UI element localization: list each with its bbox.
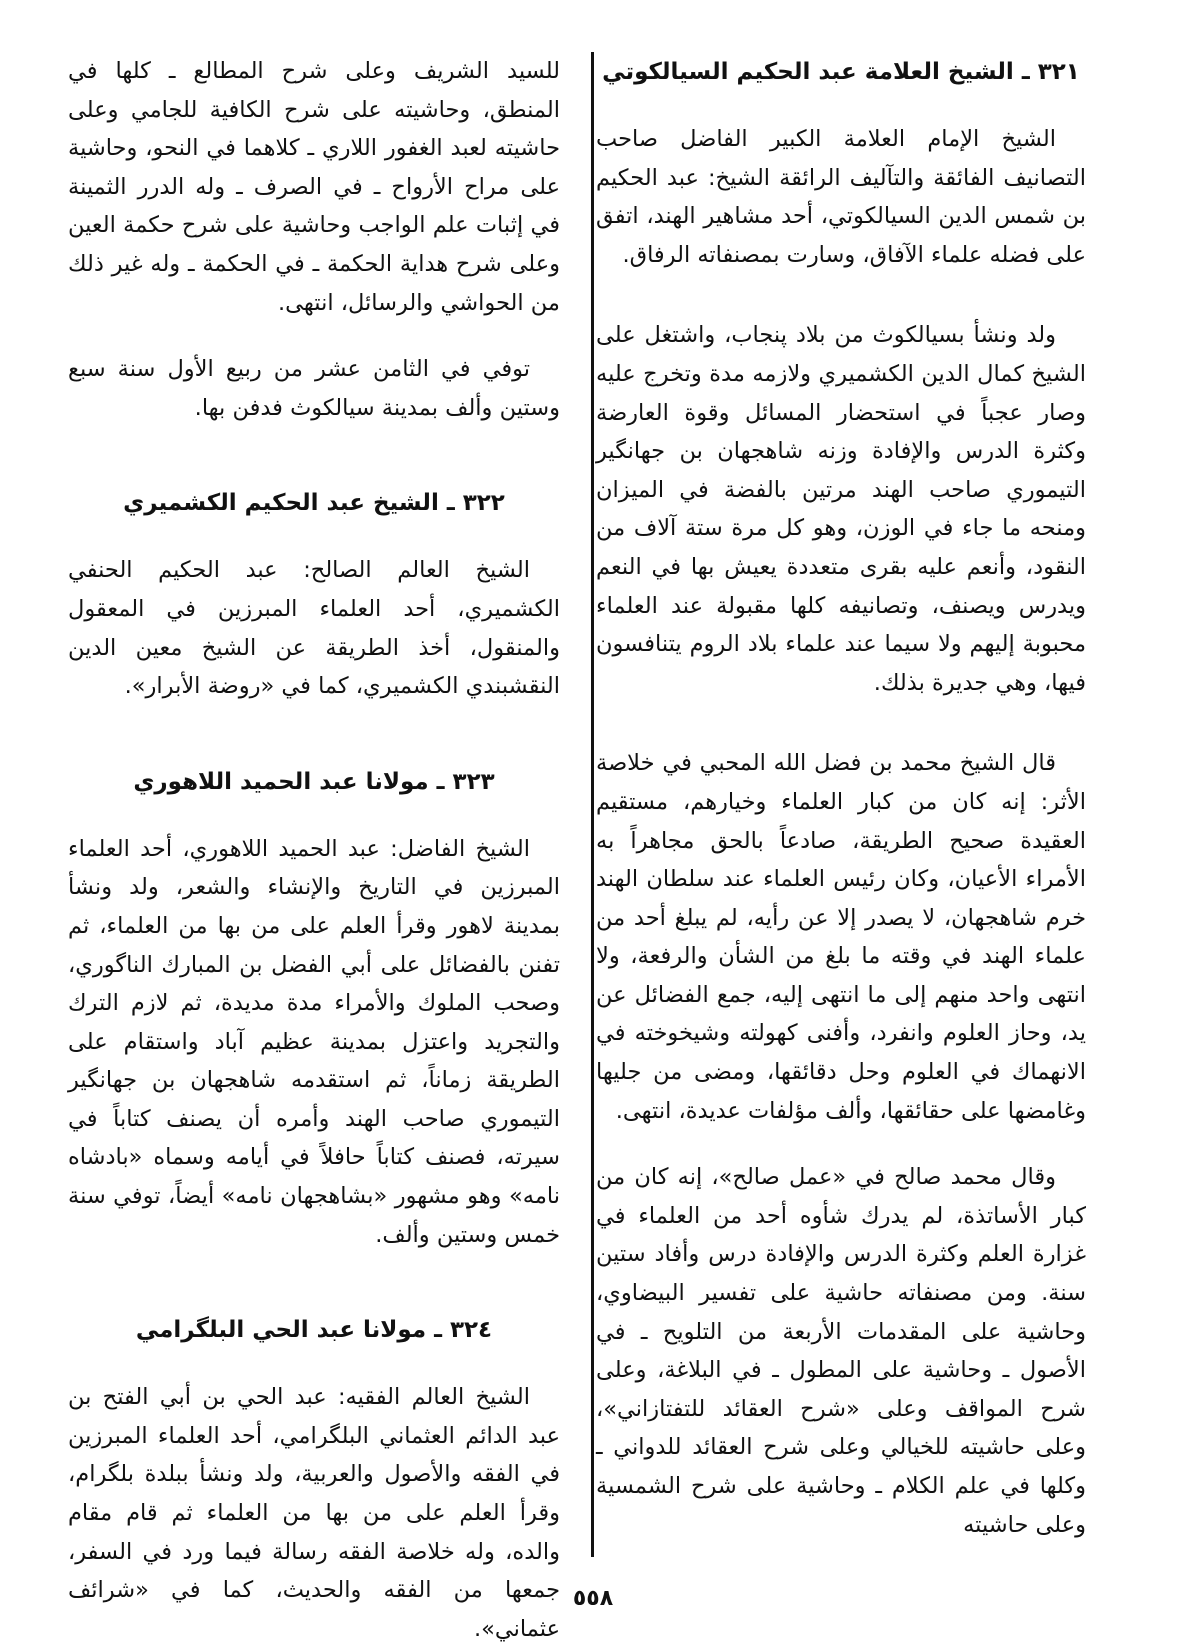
page-number: ٥٥٨ [572, 1586, 614, 1611]
entry-321-paragraph-2: ولد ونشأ بسيالكوث من بلاد پنجاب، واشتغل على الشيخ كمال الدين الكشميري ولازمه مدة وتخرج عليه وصار عجباً في استحضار المسائل وقوة العارضة وكثرة الدرس والإفادة وزنه شاهجهان بن جهانگير التيموري صاحب الهند مرتين بالفضة في الميزان ومنحه ما جاء في الوزن، وهو كل مرة ستة آلاف من النقود، وأنعم عليه بقرى متعددة يعيش بها في النعم ويدرس ويصنف، وتصانيفه كلها مقبولة عند العلماء محبوبة إليهم ولا سيما عند علماء بلاد الروم يتنافسون فيها، وهي جديرة بذلك. [596, 322, 1086, 696]
entry-323-paragraph: الشيخ الفاضل: عبد الحميد اللاهوري، أحد العلماء المبرزين في التاريخ والإنشاء والشعر، ولد ونشأ بمدينة لاهور وقرأ العلم على من بها من العلماء، ثم تفنن بالفضائل على أبي الفضل بن المبارك الناگوري، وصحب الملوك والأمراء مدة مديدة، ثم لازم الترك والتجريد واعتزل بمدينة عظيم آباد واستقام على الطريقة زماناً، ثم استقدمه شاهجهان بن جهانگير التيموري صاحب الهند وأمره أن يصنف كتاباً في سيرته، فصنف كتاباً حافلاً في أيامه وسماه «بادشاه نامه» وهو مشهور «بشاهجهان نامه» أيضاً، توفي سنة خمس وستين وألف. [68, 835, 560, 1248]
entry-323-title: ٣٢٣ ـ مولانا عبد الحميد اللاهوري [133, 768, 495, 795]
right-column [596, 52, 1086, 1544]
entry-321-paragraph-3: قال الشيخ محمد بن فضل الله المحبي في خلاصة الأثر: إنه كان من كبار العلماء وخيارهم، مستقيم العقيدة صحيح الطريقة، صادعاً بالحق مجاهراً به الأمراء الأعيان، وكان رئيس العلماء عند سلطان الهند خرم شاهجهان، لا يصدر إلا عن رأيه، لم يبلغ أحد من علماء الهند في وقته ما بلغ من الشأن والرفعة، ولا انتهى واحد منهم إلى ما انتهى إليه، جمع الفضائل عن يد، وحاز العلوم وانفرد، وأفنى كهولته وشيخوخته في الانهماك في العلوم وحل دقائقها، ومضى من جليها وغامضها على حقائقها، وألف مؤلفات عديدة، انتهى. [596, 750, 1086, 1124]
entry-324-paragraph: الشيخ العالم الفقيه: عبد الحي بن أبي الفتح بن عبد الدائم العثماني البلگرامي، أحد العلماء المبرزين في الفقه والأصول والعربية، ولد ونشأ ببلدة بلگرام، وقرأ العلم على من بها من العلماء ثم قام مقام والده، وله خلاصة الفقه رسالة فيما ورد في السفر، جمعها من الفقه والحديث، كما في «شرائف عثماني». [68, 1384, 560, 1642]
entry-321-continuation: للسيد الشريف وعلى شرح المطالع ـ كلها في المنطق، وحاشيته على شرح الكافية للجامي وعلى حاشيته لعبد الغفور اللاري ـ كلاهما في النحو، وحاشية على مراح الأرواح ـ في الصرف ـ وله الدرر الثمينة في إثبات علم الواجب وحاشية على شرح حكمة العين وعلى شرح هداية الحكمة ـ في الحكمة ـ وله غير ذلك من الحواشي والرسائل، انتهى. [68, 58, 560, 316]
left-column [68, 52, 560, 1648]
entry-321-title: ٣٢١ ـ الشيخ العلامة عبد الحكيم السيالكوتي [602, 59, 1080, 85]
entry-322-paragraph: الشيخ العالم الصالح: عبد الحكيم الحنفي الكشميري، أحد العلماء المبرزين في المعقول والمنقول، أخذ الطريقة عن الشيخ معين الدين النقشبندي الكشميري، كما في «روضة الأبرار». [68, 557, 560, 700]
entry-322-title: ٣٢٢ ـ الشيخ عبد الحكيم الكشميري [123, 490, 505, 517]
entry-321-paragraph-4: وقال محمد صالح في «عمل صالح»، إنه كان من كبار الأساتذة، لم يدرك شأوه أحد من العلماء في غزارة العلم وكثرة الدرس والإفادة درس وأفاد ستين سنة. ومن مصنفاته حاشية على تفسير البيضاوي، وحاشية على المقدمات الأربعة من التلويح ـ في الأصول ـ وحاشية على المطول ـ في البلاغة، وعلى شرح المواقف وعلى «شرح العقائد للتفتازاني»، وعلى حاشيته للخيالي وعلى شرح العقائد للدواني ـ وكلها في علم الكلام ـ وحاشية على شرح الشمسية وعلى حاشيته [596, 1164, 1086, 1538]
entry-321-paragraph-1: الشيخ الإمام العلامة الكبير الفاضل صاحب التصانيف الفائقة والتآليف الرائقة الشيخ: عبد الحكيم بن شمس الدين السيالكوتي، أحد مشاهير الهند، اتفق على فضله علماء الآفاق، وسارت بمصنفاته الرفاق. [596, 126, 1086, 268]
entry-321-death-note: توفي في الثامن عشر من ربيع الأول سنة سبع وستين وألف بمدينة سيالكوث فدفن بها. [68, 356, 560, 421]
entry-324-title: ٣٢٤ ـ مولانا عبد الحي البلگرامي [135, 1317, 493, 1344]
column-divider [591, 52, 594, 1557]
